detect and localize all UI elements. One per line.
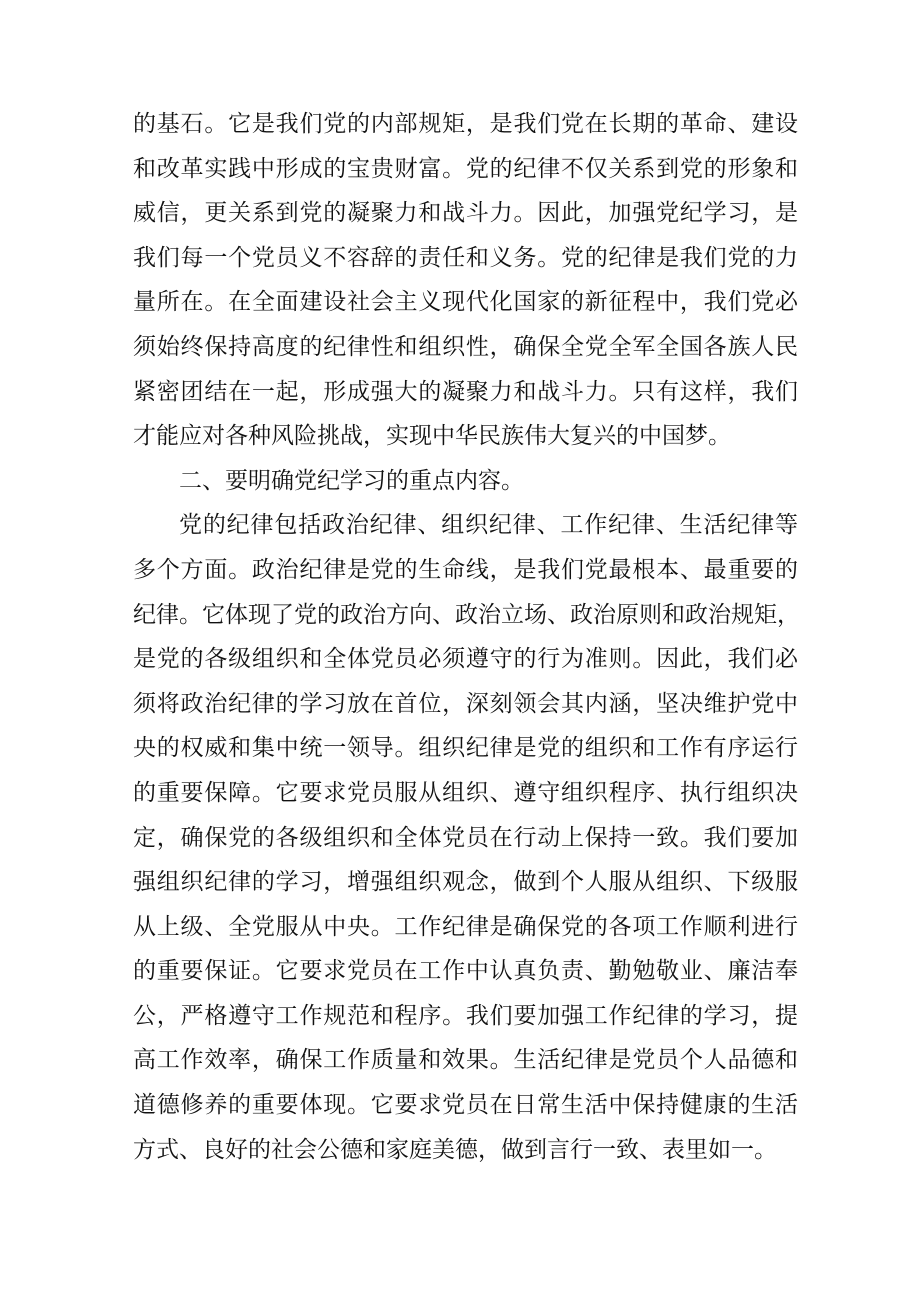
text-line: 强组织纪律的学习，增强组织观念，做到个人服从组织、下级服 — [133, 869, 798, 896]
text-line: 定，确保党的各级组织和全体党员在行动上保持一致。我们要加 — [133, 824, 798, 851]
text-line: 我们每一个党员义不容辞的责任和义务。党的纪律是我们党的力 — [133, 244, 798, 271]
text-line: 威信，更关系到党的凝聚力和战斗力。因此，加强党纪学习，是 — [133, 200, 798, 227]
text-line: 道德修养的重要体现。它要求党员在日常生活中保持健康的生活 — [133, 1092, 798, 1119]
body-paragraph — [133, 503, 798, 1172]
text-line: 量所在。在全面建设社会主义现代化国家的新征程中，我们党必 — [133, 289, 798, 316]
text-line: 须始终保持高度的纪律性和组织性，确保全党全军全国各族人民 — [133, 333, 798, 360]
text-line: 是党的各级组织和全体党员必须遵守的行为准则。因此，我们必 — [133, 646, 798, 673]
text-line: 紧密团结在一起，形成强大的凝聚力和战斗力。只有这样，我们 — [133, 378, 798, 405]
text-line: 多个方面。政治纪律是党的生命线，是我们党最根本、最重要的 — [133, 556, 798, 583]
text-line: 纪律。它体现了党的政治方向、政治立场、政治原则和政治规矩， — [133, 601, 800, 628]
text-line: 的基石。它是我们党的内部规矩，是我们党在长期的革命、建设 — [133, 111, 798, 137]
text-line: 的重要保障。它要求党员服从组织、遵守组织程序、执行组织决 — [133, 779, 798, 806]
body-paragraph — [133, 102, 798, 459]
text-line: 央的权威和集中统一领导。组织纪律是党的组织和工作有序运行 — [133, 735, 798, 762]
text-line: 从上级、全党服从中央。工作纪律是确保党的各项工作顺利进行 — [133, 913, 798, 940]
text-line: 才能应对各种风险挑战，实现中华民族伟大复兴的中国梦。 — [133, 423, 731, 450]
text-line: 和改革实践中形成的宝贵财富。党的纪律不仅关系到党的形象和 — [133, 155, 798, 182]
text-line: 须将政治纪律的学习放在首位，深刻领会其内涵，坚决维护党中 — [133, 690, 798, 717]
text-line: 公，严格遵守工作规范和程序。我们要加强工作纪律的学习，提 — [133, 1002, 798, 1029]
text-line: 二、要明确党纪学习的重点内容。 — [179, 467, 524, 494]
section-heading — [133, 459, 798, 504]
text-line: 党的纪律包括政治纪律、组织纪律、工作纪律、生活纪律等 — [179, 512, 798, 539]
text-line: 高工作效率，确保工作质量和效果。生活纪律是党员个人品德和 — [133, 1047, 798, 1074]
text-line: 方式、良好的社会公德和家庭美德，做到言行一致、表里如一。 — [133, 1136, 777, 1163]
document-body — [133, 102, 798, 1172]
text-line: 的重要保证。它要求党员在工作中认真负责、勤勉敬业、廉洁奉 — [133, 958, 798, 985]
